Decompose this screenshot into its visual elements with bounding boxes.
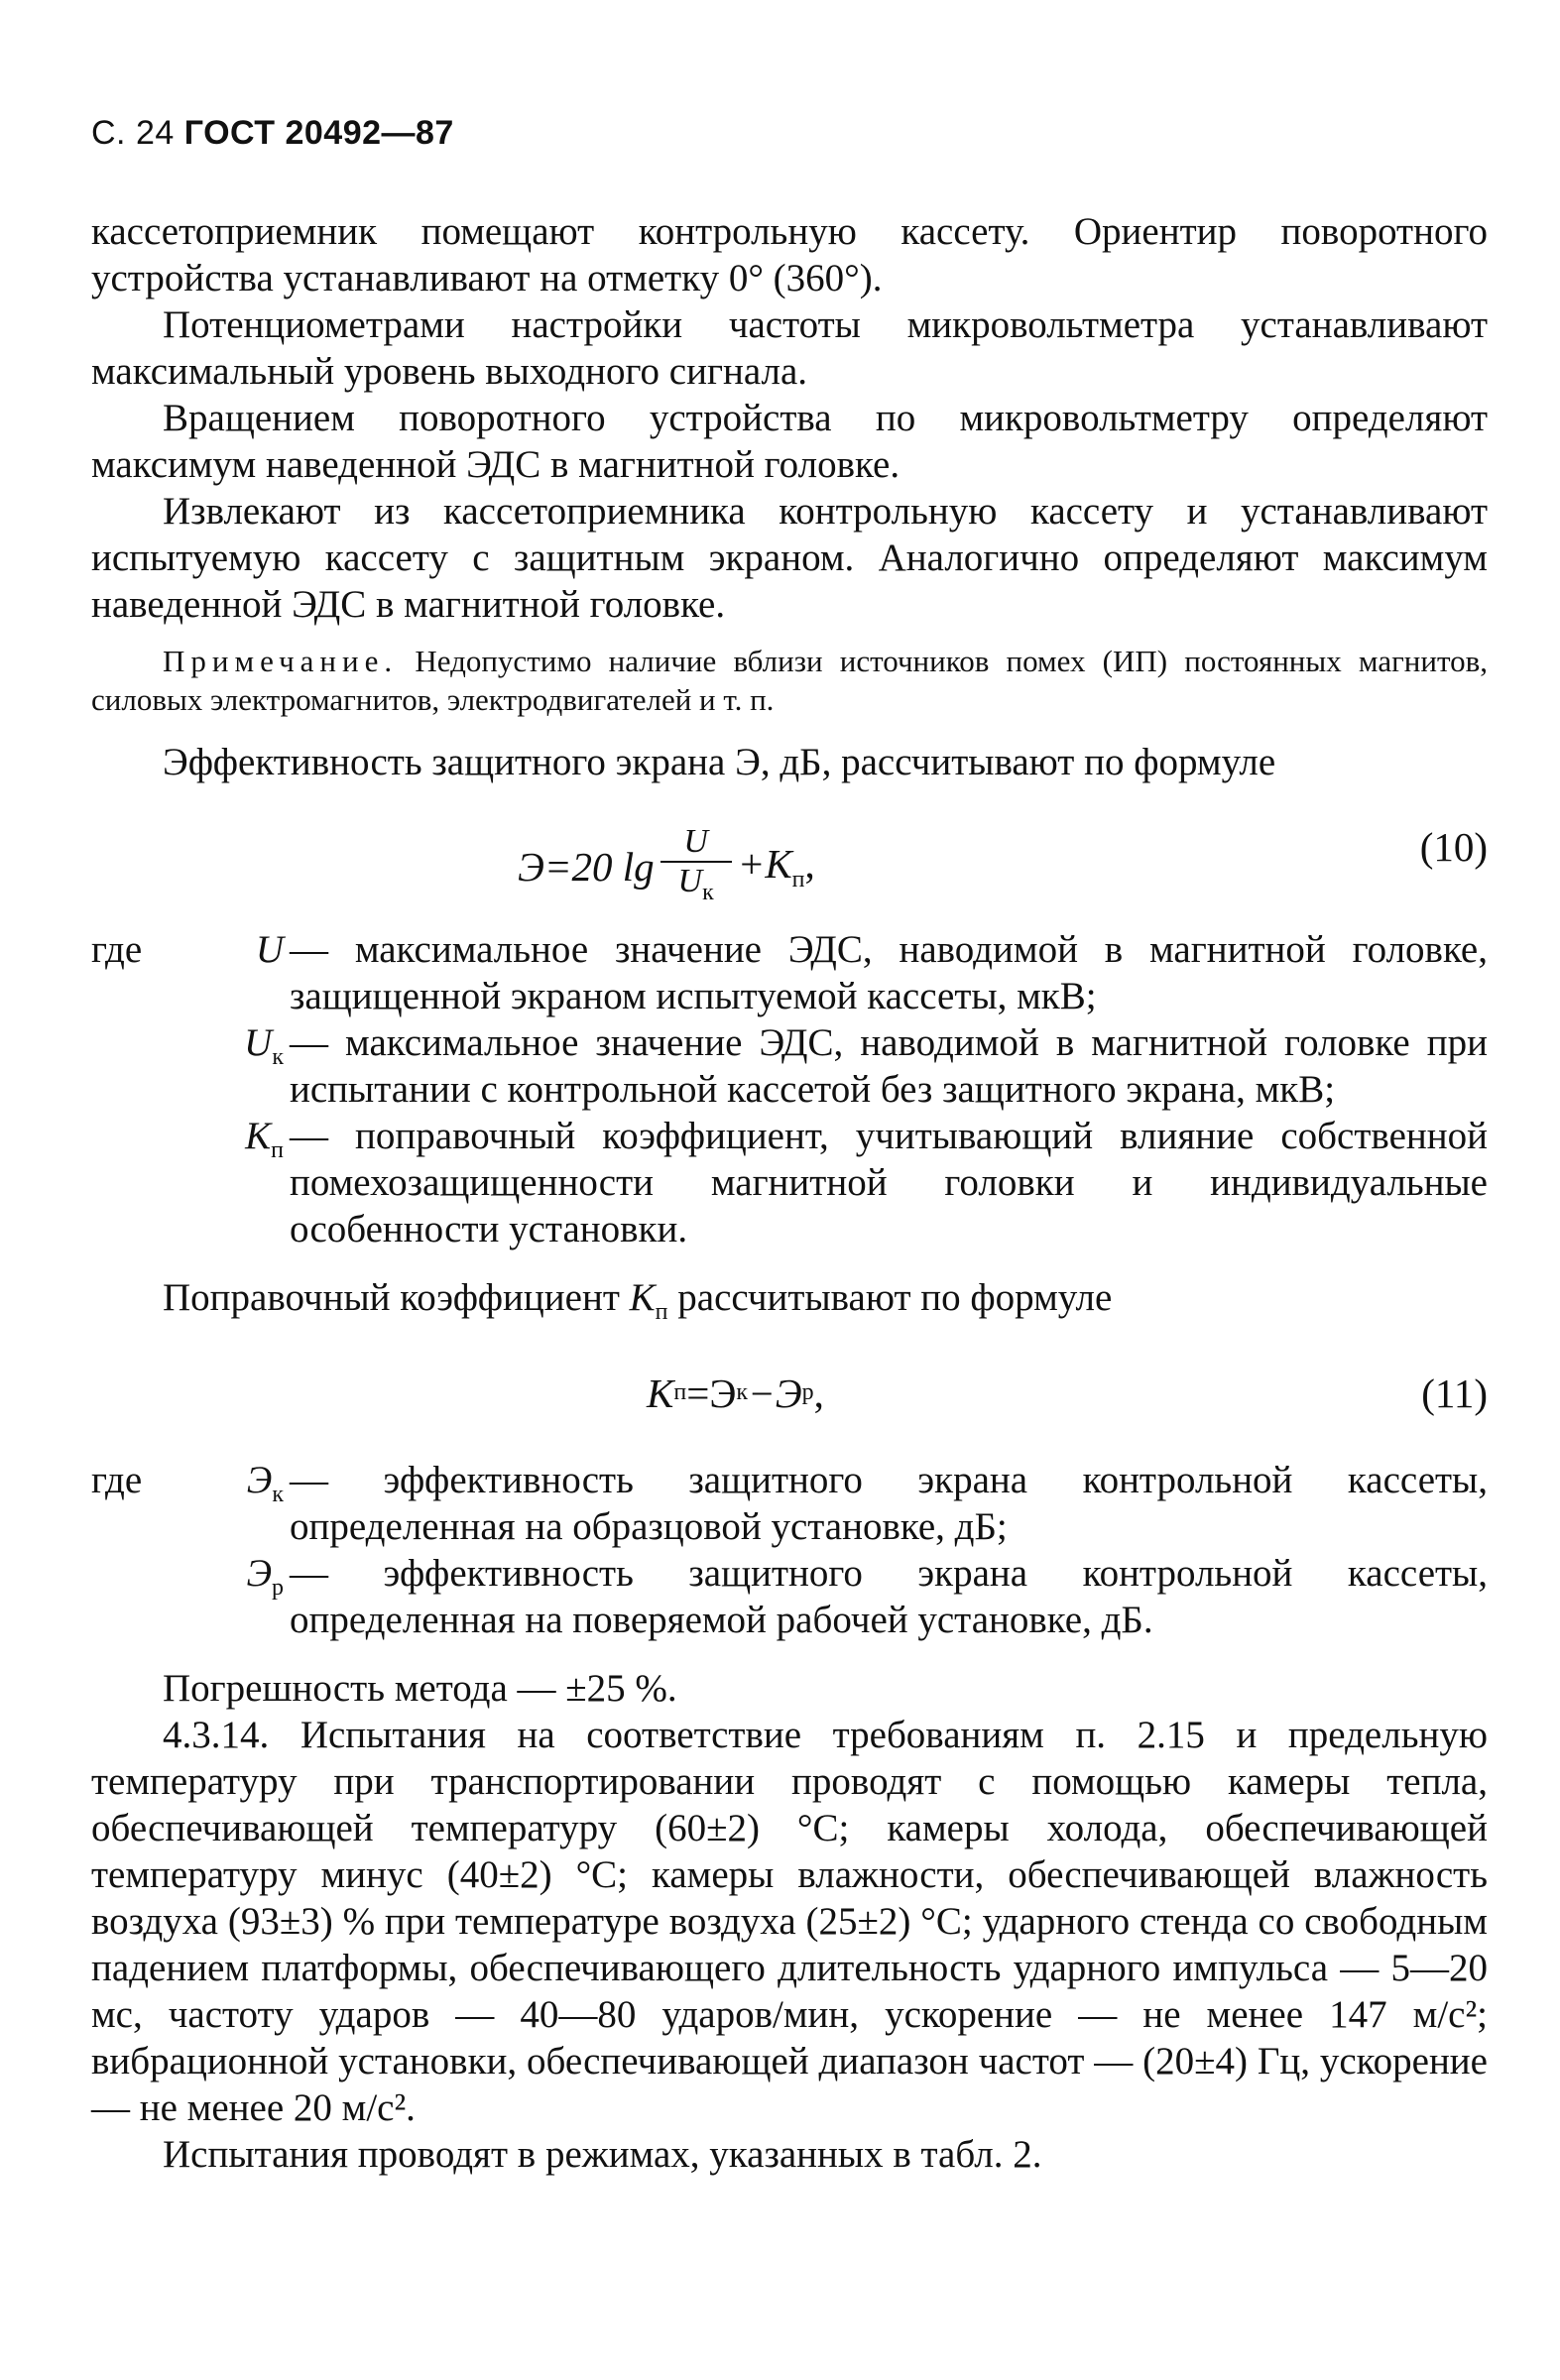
note-text: Недопустимо наличие вблизи источников помех (ИП) постоянных магнитов, силовых электромагнитов, электродвигателей и т. п.	[91, 644, 1489, 717]
note-label: Примечание.	[163, 644, 399, 678]
standard-id: ГОСТ 20492—87	[183, 114, 454, 152]
formula-10-plus: $+K_п$,	[737, 841, 815, 893]
document-page	[91, 114, 1488, 2178]
page-header	[91, 114, 1488, 153]
formula-11	[91, 1352, 1488, 1441]
def-symbol: $Э_р$	[246, 1551, 284, 1601]
formula-10-denominator: $U_к$	[677, 863, 714, 905]
definitions-11	[91, 1457, 1488, 1643]
def-lead: где	[91, 928, 143, 971]
def-lead	[91, 1019, 202, 1113]
def-text: — максимальное значение ЭДС, наводимой в магнитной головке, защищенной экраном испытуемой кассеты, мкВ;	[290, 928, 1488, 1017]
def-text: — поправочный коэффициент, учитывающий влияние собственной помехозащищенности магнитной головки и индивидуальные особенности установки.	[290, 1115, 1488, 1250]
error-line: Погрешность метода — ±25 %.	[163, 1666, 677, 1710]
formula-10-numerator: U	[683, 823, 708, 860]
definitions-10	[91, 926, 1488, 1252]
paragraph-2: Потенциометрами настройки частоты микровольтметра устанавливают максимальный уровень выходного сигнала.	[91, 303, 1488, 393]
formula-10	[91, 801, 1488, 910]
correction-symbol: $K_п$	[629, 1276, 668, 1325]
paragraph-3: Вращением поворотного устройства по микровольтметру определяют максимум наведенной ЭДС в магнитной головке.	[91, 397, 1488, 486]
def-symbol: $Э_к$	[246, 1458, 284, 1507]
paragraph-4: Извлекают из кассетоприемника контрольную кассету и устанавливают испытуемую кассету с защитным экраном. Аналогично определяют максимум наведенной ЭДС в магнитной головке.	[91, 490, 1488, 626]
def-text: — эффективность защитного экрана контрольной кассеты, определенная на поверяемой рабочей установке, дБ.	[290, 1551, 1488, 1641]
correction-intro: Поправочный коэффициент $K_п$ рассчитывают по формуле	[163, 1276, 1113, 1325]
note	[91, 642, 1488, 719]
section-4-3-14: 4.3.14. Испытания на соответствие требованиям п. 2.15 и предельную температуру при транспортировании проводят с помощью камеры тепла, обеспечивающей температуру (60±2) °С; камеры холода, обеспечивающей температуру минус (40±2) °С; камеры влажности, обеспечивающей влажность воздуха (93±3) % при температуре воздуха (25±2) °С; ударного стенда со свободным падением платформы, обеспечивающего длительность ударного импульса — 5—20 мс, частоту ударов — 40—80 ударов/мин, ускорение — не менее 147 м/с²; вибрационной установки, обеспечивающей диапазон частот — (20±4) Гц, ускорение — не менее 20 м/с².	[91, 1713, 1488, 2129]
def-symbol: $K_п$	[245, 1115, 284, 1163]
def-lead	[91, 1550, 202, 1643]
formula-10-expression	[518, 823, 815, 911]
formula-11-expression: K п =Э к −Э р ,	[647, 1369, 824, 1416]
def-symbol: $U_к$	[244, 1021, 284, 1070]
paragraph-1: кассетоприемник помещают контрольную кассету. Ориентир поворотного устройства устанавливают на отметку 0° (360°).	[91, 210, 1488, 299]
def-symbol: U	[255, 928, 284, 971]
formula-10-number: (10)	[1419, 824, 1488, 870]
formula-11-number: (11)	[1421, 1369, 1488, 1416]
efficiency-intro: Эффективность защитного экрана Э, дБ, рассчитывают по формуле	[163, 741, 1276, 783]
formula-10-lhs: Э=20 lg	[518, 844, 655, 891]
formula-10-fraction	[660, 823, 732, 911]
page-number: С. 24	[91, 114, 175, 152]
final-line: Испытания проводят в режимах, указанных в табл. 2.	[163, 2132, 1042, 2176]
def-lead: где	[91, 1458, 143, 1501]
def-text: — максимальное значение ЭДС, наводимой в магнитной головке при испытании с контрольной кассетой без защитного экрана, мкВ;	[290, 1021, 1488, 1111]
def-text: — эффективность защитного экрана контрольной кассеты, определенная на образцовой установке, дБ;	[290, 1458, 1488, 1548]
def-lead	[91, 1113, 202, 1252]
